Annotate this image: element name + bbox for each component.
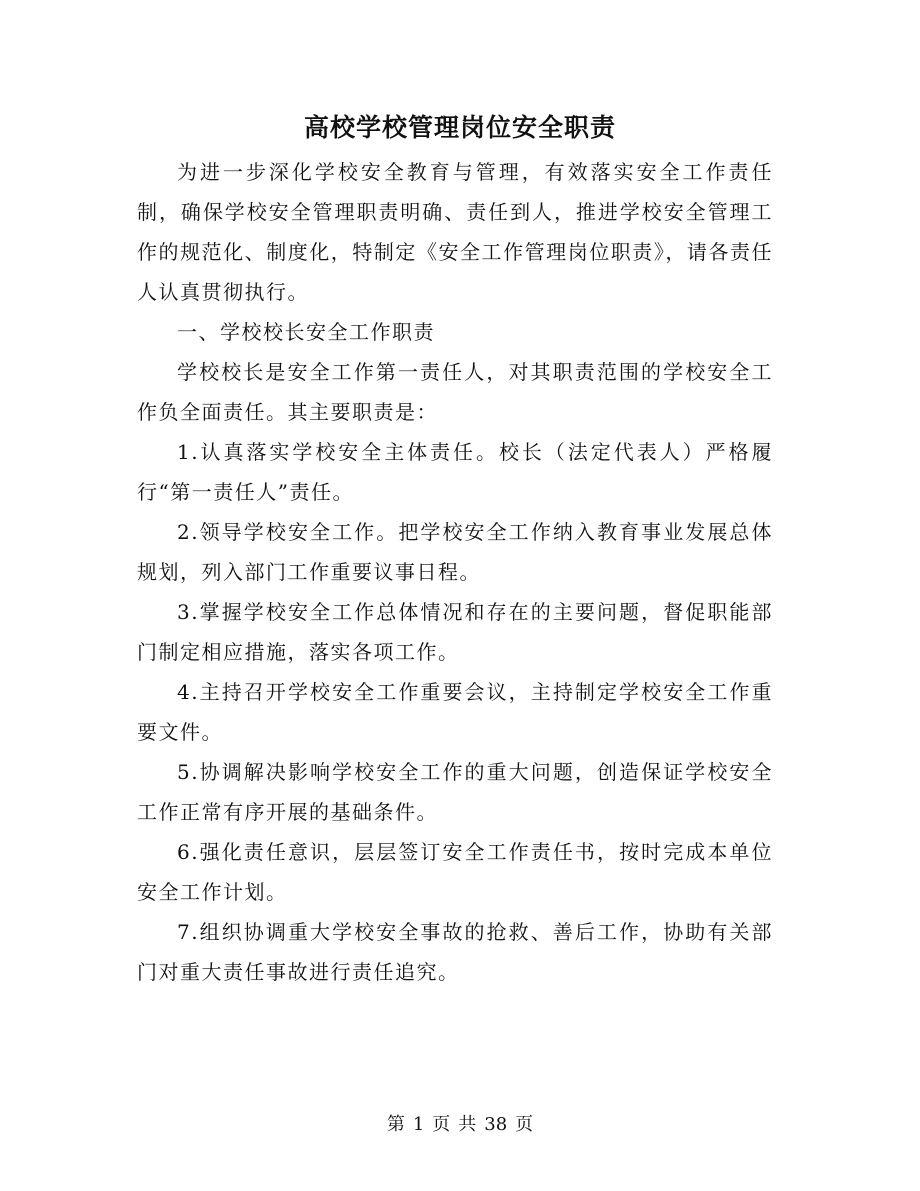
duty-item-7: 7.组织协调重大学校安全事故的抢救、善后工作，协助有关部门对重大责任事故进行责任追究。	[137, 920, 773, 984]
duty-item-4: 4.主持召开学校安全工作重要会议，主持制定学校安全工作重要文件。	[137, 680, 773, 744]
document-body	[137, 152, 773, 992]
duty-item-6: 6.强化责任意识，层层签订安全工作责任书，按时完成本单位安全工作计划。	[137, 840, 773, 904]
footer-page-unit: 页	[432, 1114, 451, 1135]
footer-page-prefix: 第	[386, 1114, 405, 1135]
footer-total-unit: 页	[515, 1114, 534, 1135]
paragraph-intro: 为进一步深化学校安全教育与管理，有效落实安全工作责任制，确保学校安全管理职责明确、责任到人，推进学校安全管理工作的规范化、制度化，特制定《安全工作管理岗位职责》，请各责任人认真贯彻执行。	[137, 160, 773, 304]
footer-total-pages: 38	[484, 1114, 508, 1135]
paragraph-principal-role: 学校校长是安全工作第一责任人，对其职责范围的学校安全工作负全面责任。其主要职责是：	[137, 360, 773, 424]
footer-total-label: 共	[458, 1114, 477, 1135]
duty-item-5: 5.协调解决影响学校安全工作的重大问题，创造保证学校安全工作正常有序开展的基础条件。	[137, 760, 773, 824]
footer-current-page: 1	[412, 1114, 425, 1135]
duty-item-3: 3.掌握学校安全工作总体情况和存在的主要问题，督促职能部门制定相应措施，落实各项工作。	[137, 600, 773, 664]
duty-item-2: 2.领导学校安全工作。把学校安全工作纳入教育事业发展总体规划，列入部门工作重要议事日程。	[137, 520, 773, 584]
document-title: 高校学校管理岗位安全职责	[303, 113, 616, 142]
page-footer	[0, 1112, 920, 1138]
section-heading: 一、学校校长安全工作职责	[177, 320, 435, 344]
duty-item-1: 1.认真落实学校安全主体责任。校长（法定代表人）严格履行“第一责任人”责任。	[137, 440, 773, 504]
